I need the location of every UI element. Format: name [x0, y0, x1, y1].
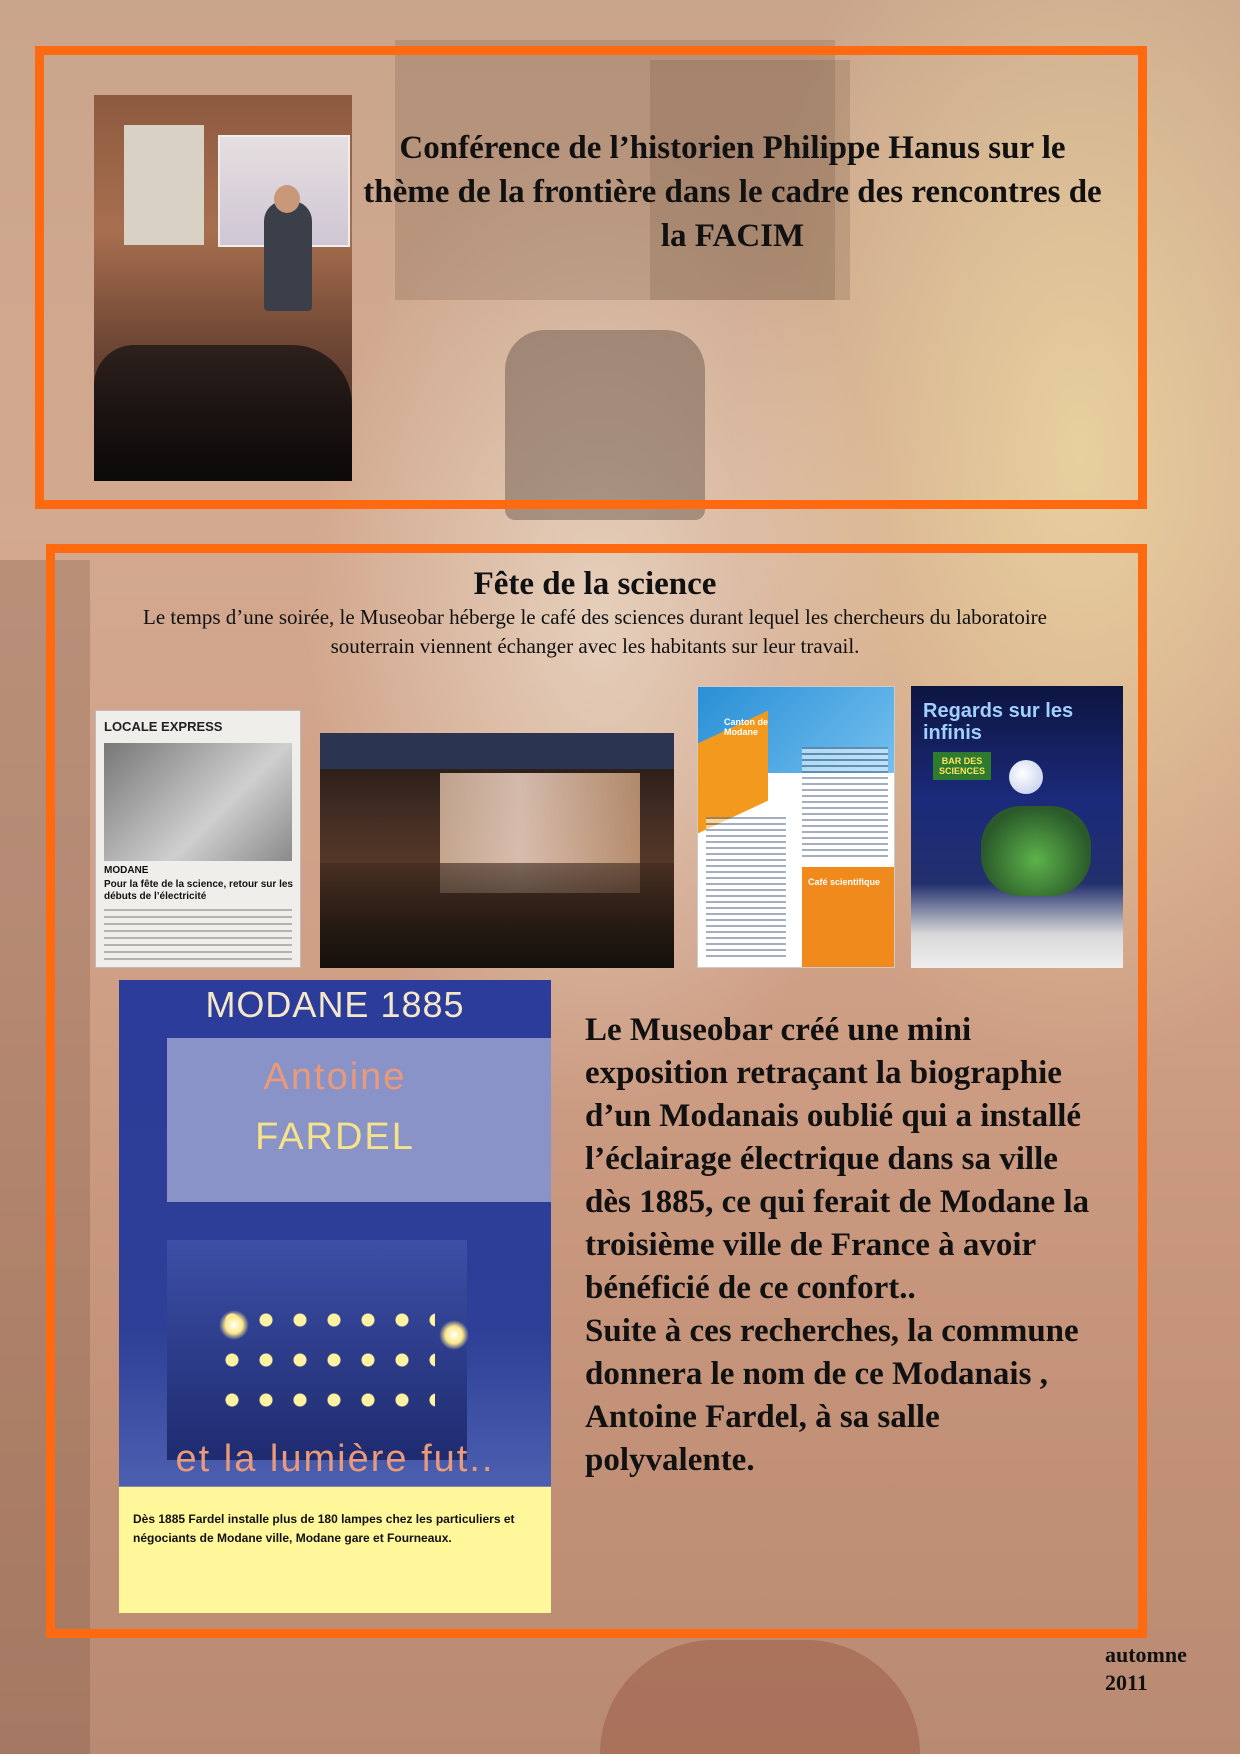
cartoon-characters	[981, 806, 1091, 896]
street-lamp-right-icon	[439, 1320, 469, 1350]
poster-caption: Dès 1885 Fardel installe plus de 180 lampes chez les particuliers et négociants de Modane ville, Modane gare et Fourneaux.	[133, 1512, 515, 1545]
newspaper-text	[104, 909, 292, 965]
street-lamp-left-icon	[219, 1310, 249, 1340]
cafe-science-photo	[320, 733, 674, 968]
poster-last-name: FARDEL	[255, 1116, 415, 1158]
newspaper-town: MODANE	[104, 865, 149, 876]
newspaper-photo	[104, 743, 292, 861]
footer-date	[1105, 1641, 1225, 1697]
poster-tagline: et la lumière fut..	[175, 1438, 495, 1480]
newspaper-headline: Pour la fête de la science, retour sur les débuts de l’électricité	[104, 879, 293, 902]
audience	[94, 345, 352, 481]
science-flyer	[697, 686, 895, 968]
poster-title: MODANE 1885	[205, 984, 465, 1025]
conference-title: Conférence de l’historien Philippe Hanus sur le thème de la frontière dans le cadre des rencontres de la FACIM	[363, 130, 1102, 254]
speaker	[264, 201, 312, 311]
infinis-poster	[911, 686, 1123, 968]
newspaper-clipping	[95, 710, 301, 968]
moon-icon	[1009, 760, 1043, 794]
bar-sign: BAR DES SCIENCES	[933, 752, 991, 780]
poster-windows	[215, 1300, 435, 1420]
modane-1885-poster	[119, 980, 551, 1613]
wall-poster	[124, 125, 204, 245]
flyer-subheader: Café scientifique	[808, 877, 881, 887]
exhibition-text: Le Museobar créé une mini exposition retraçant la biographie d’un Modanais oublié qui a installé l’éclairage électrique dans sa ville dès 1885, ce qui ferait de Modane la troisième ville de France à avoir bénéficié de ce confort.. Suite à ces recherches, la commune donnera le nom de ce Modanais , Antoine Fardel, à sa salle polyvalente.	[585, 1012, 1090, 1478]
poster-first-name: Antoine	[263, 1056, 407, 1098]
footer-year: 2011	[1105, 1670, 1148, 1695]
background-table	[600, 1640, 920, 1754]
cafe-people	[320, 863, 674, 968]
cafe-ceiling	[320, 733, 674, 769]
speaker-head	[274, 185, 300, 213]
flyer-text-left	[706, 817, 786, 957]
fete-title: Fête de la science	[473, 566, 717, 602]
flyer-text-right	[802, 747, 888, 857]
footer-season: automne	[1105, 1642, 1187, 1667]
conference-photo	[94, 95, 352, 481]
infinis-poster-title: Regards sur les infinis	[923, 700, 1074, 744]
flyer-header: Canton de Modane	[724, 717, 768, 737]
newspaper-header: LOCALE EXPRESS	[104, 719, 223, 734]
fete-description: Le temps d’une soirée, le Museobar héberge le café des sciences durant lequel les chercheurs du laboratoire souterrain viennent échanger avec les habitants sur leur travail.	[143, 605, 1047, 658]
